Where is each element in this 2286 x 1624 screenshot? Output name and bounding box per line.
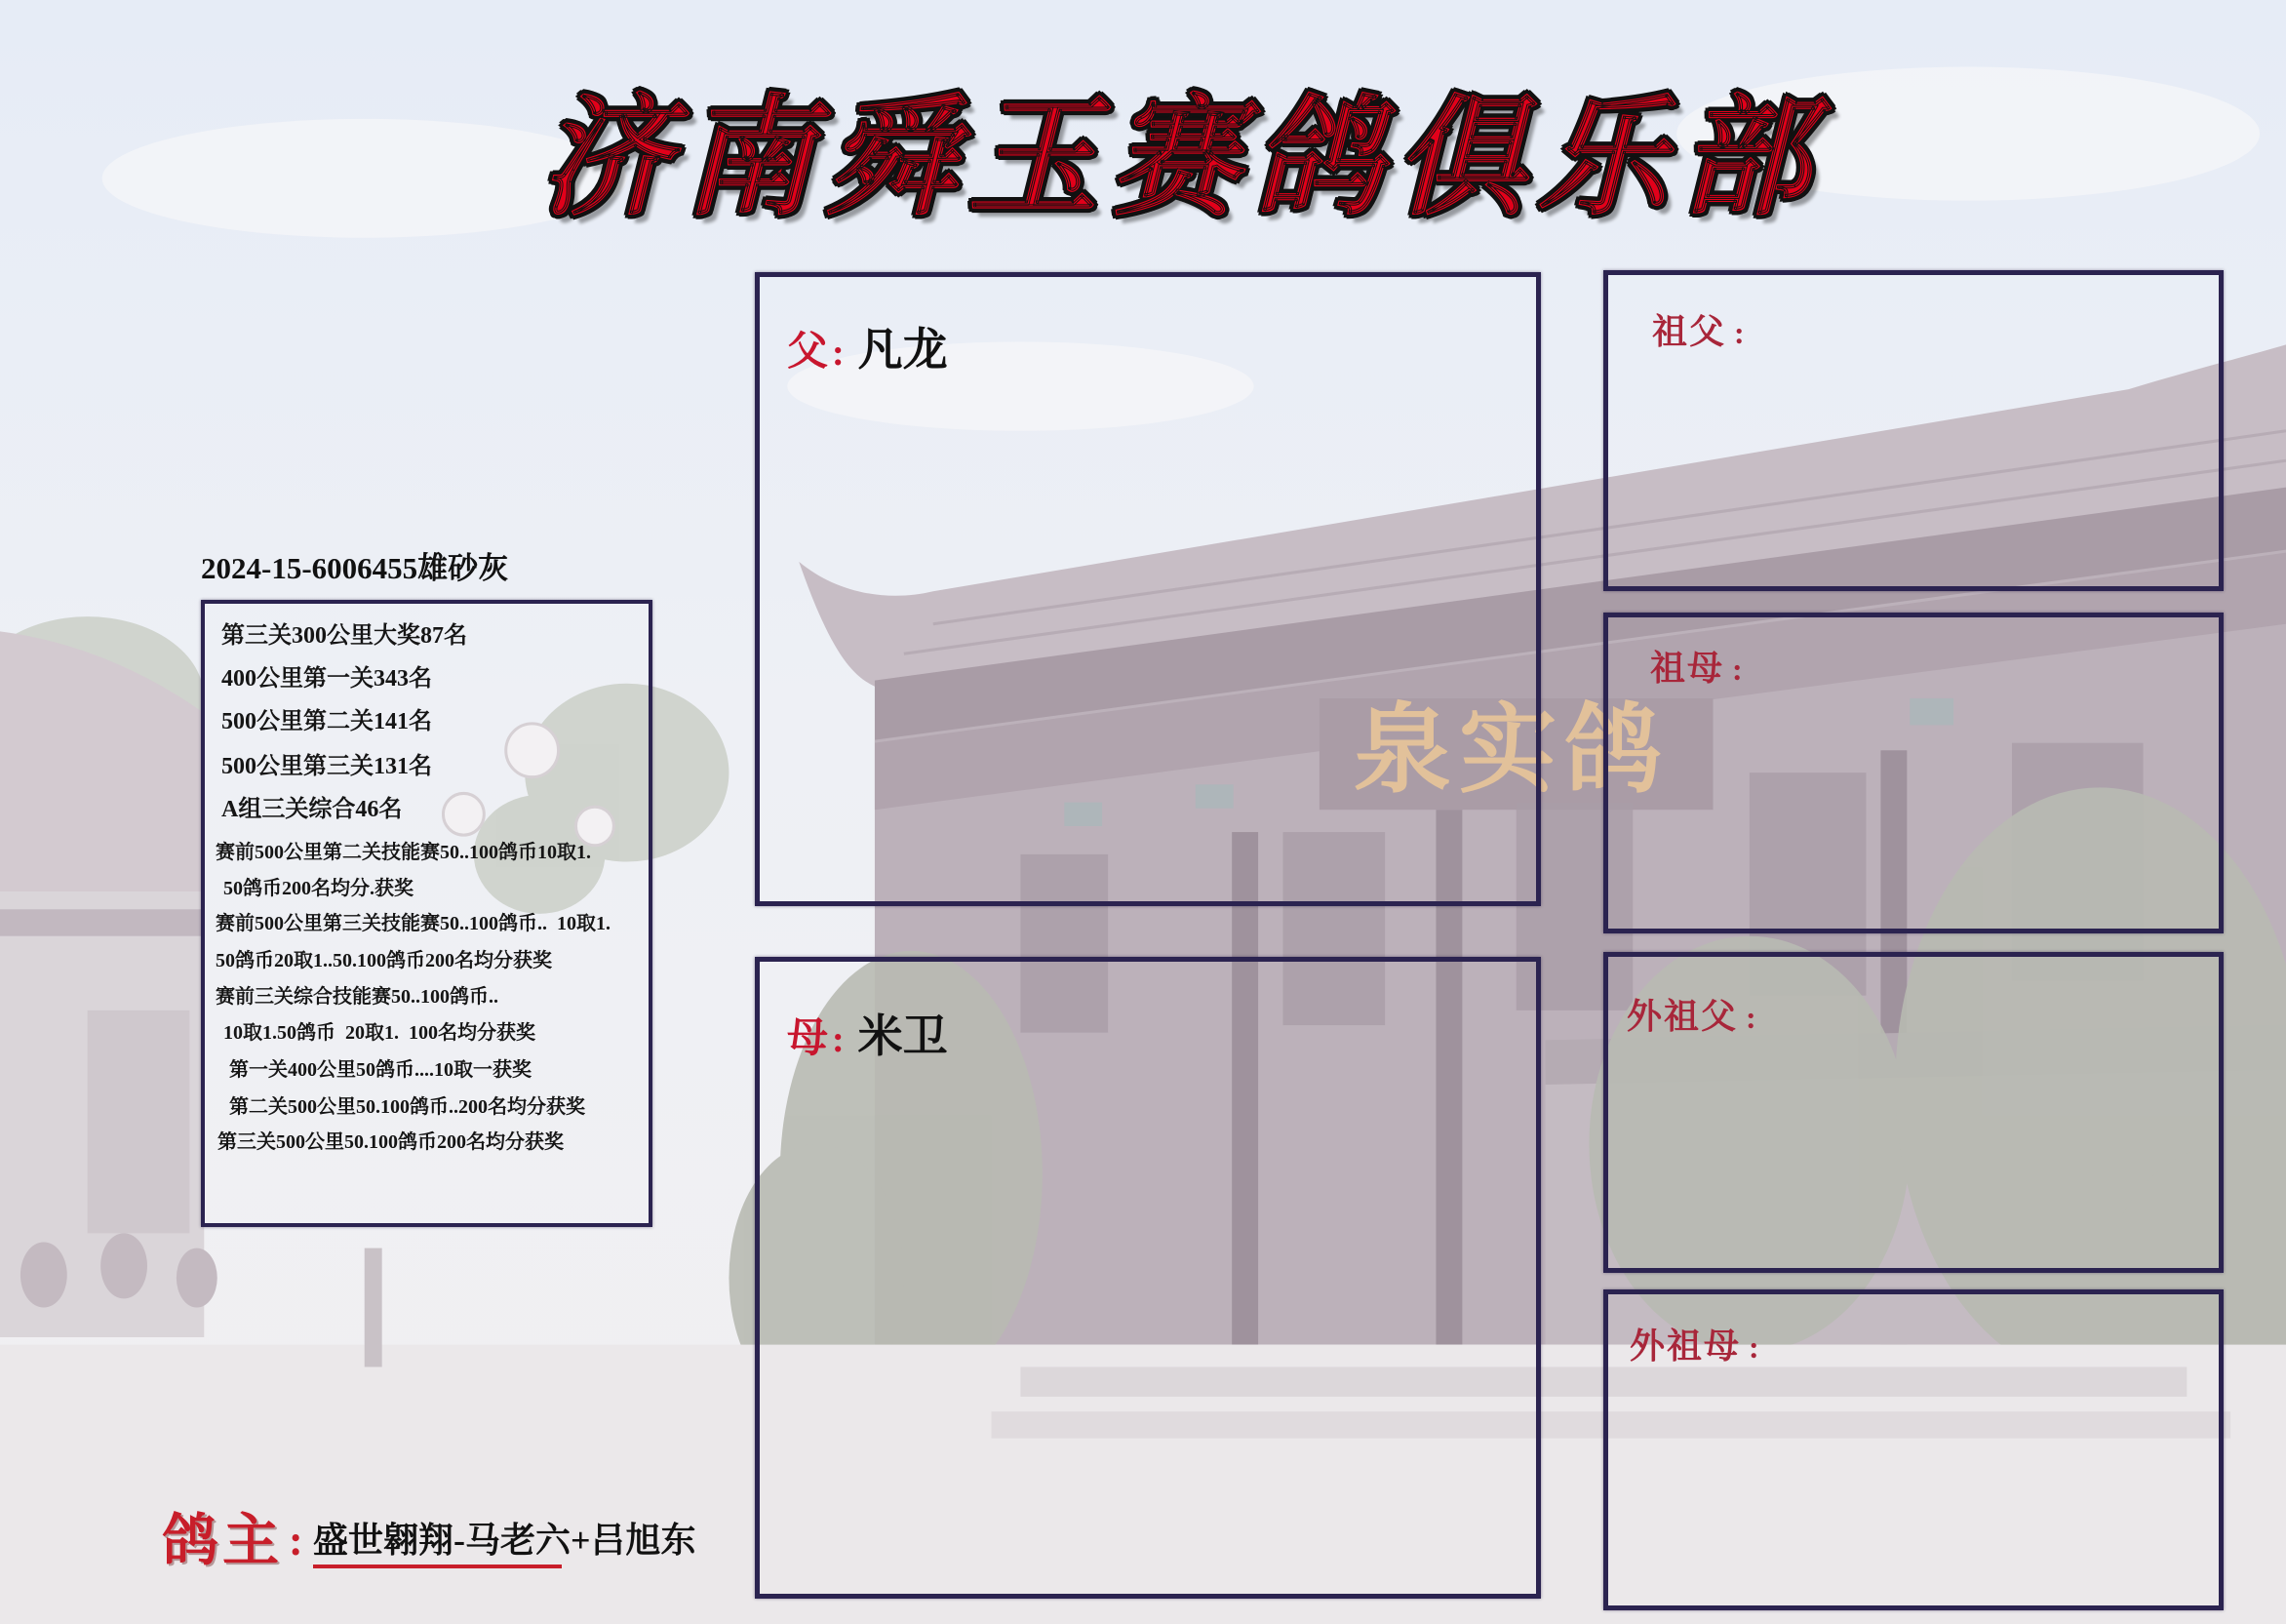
achievement-line: 第三关500公里50.100鸽币200名均分获奖 bbox=[217, 1131, 564, 1153]
achievement-line: A组三关综合46名 bbox=[221, 797, 403, 822]
paternal-grandfather-colon: : bbox=[1734, 315, 1745, 350]
achievement-line: 赛前500公里第二关技能赛50..100鸽币10取1. bbox=[216, 842, 591, 863]
maternal-grandfather-label: 外祖父 bbox=[1627, 997, 1739, 1036]
father-name: 凡龙 bbox=[857, 325, 948, 375]
father-heading bbox=[787, 314, 948, 378]
paternal-grandfather-box bbox=[1603, 270, 2224, 591]
mother-name: 米卫 bbox=[857, 1011, 948, 1061]
achievement-line: 赛前三关综合技能赛50..100鸽币.. bbox=[216, 986, 498, 1008]
achievement-line: 第三关300公里大奖87名 bbox=[221, 623, 467, 649]
club-title: 济南舜玉赛鸽俱乐部 bbox=[539, 80, 1823, 234]
paternal-grandfather-label: 祖父 bbox=[1652, 312, 1727, 351]
paternal-grandmother-box bbox=[1603, 613, 2224, 933]
mother-photo-box bbox=[755, 957, 1541, 1599]
achievement-line: 赛前500公里第三关技能赛50..100鸽币.. 10取1. bbox=[216, 913, 611, 934]
achievement-line: 第二关500公里50.100鸽币..200名均分获奖 bbox=[229, 1096, 585, 1118]
achievement-line: 400公里第一关343名 bbox=[221, 666, 432, 692]
maternal-grandfather-box bbox=[1603, 952, 2224, 1273]
achievements-box bbox=[201, 600, 652, 1227]
father-label: 父 bbox=[787, 330, 829, 375]
achievement-line: 第一关400公里50鸽币....10取一获奖 bbox=[229, 1059, 532, 1081]
mother-heading bbox=[787, 1001, 948, 1065]
father-colon: : bbox=[832, 333, 845, 374]
owner-label: 鸽主 bbox=[162, 1509, 284, 1572]
maternal-grandmother-heading bbox=[1630, 1319, 1759, 1368]
background-sign-text: 泉实鸽 bbox=[1354, 692, 1670, 807]
paternal-grandmother-label: 祖母 bbox=[1650, 649, 1725, 688]
pole bbox=[365, 1248, 382, 1367]
maternal-grandmother-label: 外祖母 bbox=[1630, 1327, 1742, 1366]
paternal-grandmother-colon: : bbox=[1732, 652, 1743, 687]
paternal-grandfather-heading bbox=[1652, 304, 1745, 354]
maternal-grandfather-heading bbox=[1627, 989, 1756, 1039]
owner-name: 盛世翱翔-马老六+吕旭东 bbox=[313, 1521, 696, 1560]
maternal-grandfather-colon: : bbox=[1746, 1000, 1756, 1035]
father-photo-box bbox=[755, 272, 1541, 906]
achievement-line: 500公里第二关141名 bbox=[221, 709, 432, 734]
left-building bbox=[0, 631, 204, 1337]
mother-label: 母 bbox=[787, 1016, 829, 1061]
maternal-grandmother-colon: : bbox=[1749, 1329, 1759, 1365]
achievement-line: 10取1.50鸽币 20取1. 100名均分获奖 bbox=[223, 1022, 535, 1044]
achievement-line: 50鸽币200名均分.获奖 bbox=[223, 878, 414, 899]
achievement-line: 500公里第三关131名 bbox=[221, 754, 432, 779]
pigeon-ring-id: 2024-15-6006455雄砂灰 bbox=[201, 551, 509, 585]
maternal-grandmother-box bbox=[1603, 1289, 2224, 1610]
paternal-grandmother-heading bbox=[1650, 641, 1743, 691]
owner-colon: : bbox=[289, 1517, 303, 1565]
owner-underline bbox=[313, 1565, 562, 1568]
mother-colon: : bbox=[832, 1019, 845, 1060]
achievement-line: 50鸽币20取1..50.100鸽币200名均分获奖 bbox=[216, 950, 552, 971]
